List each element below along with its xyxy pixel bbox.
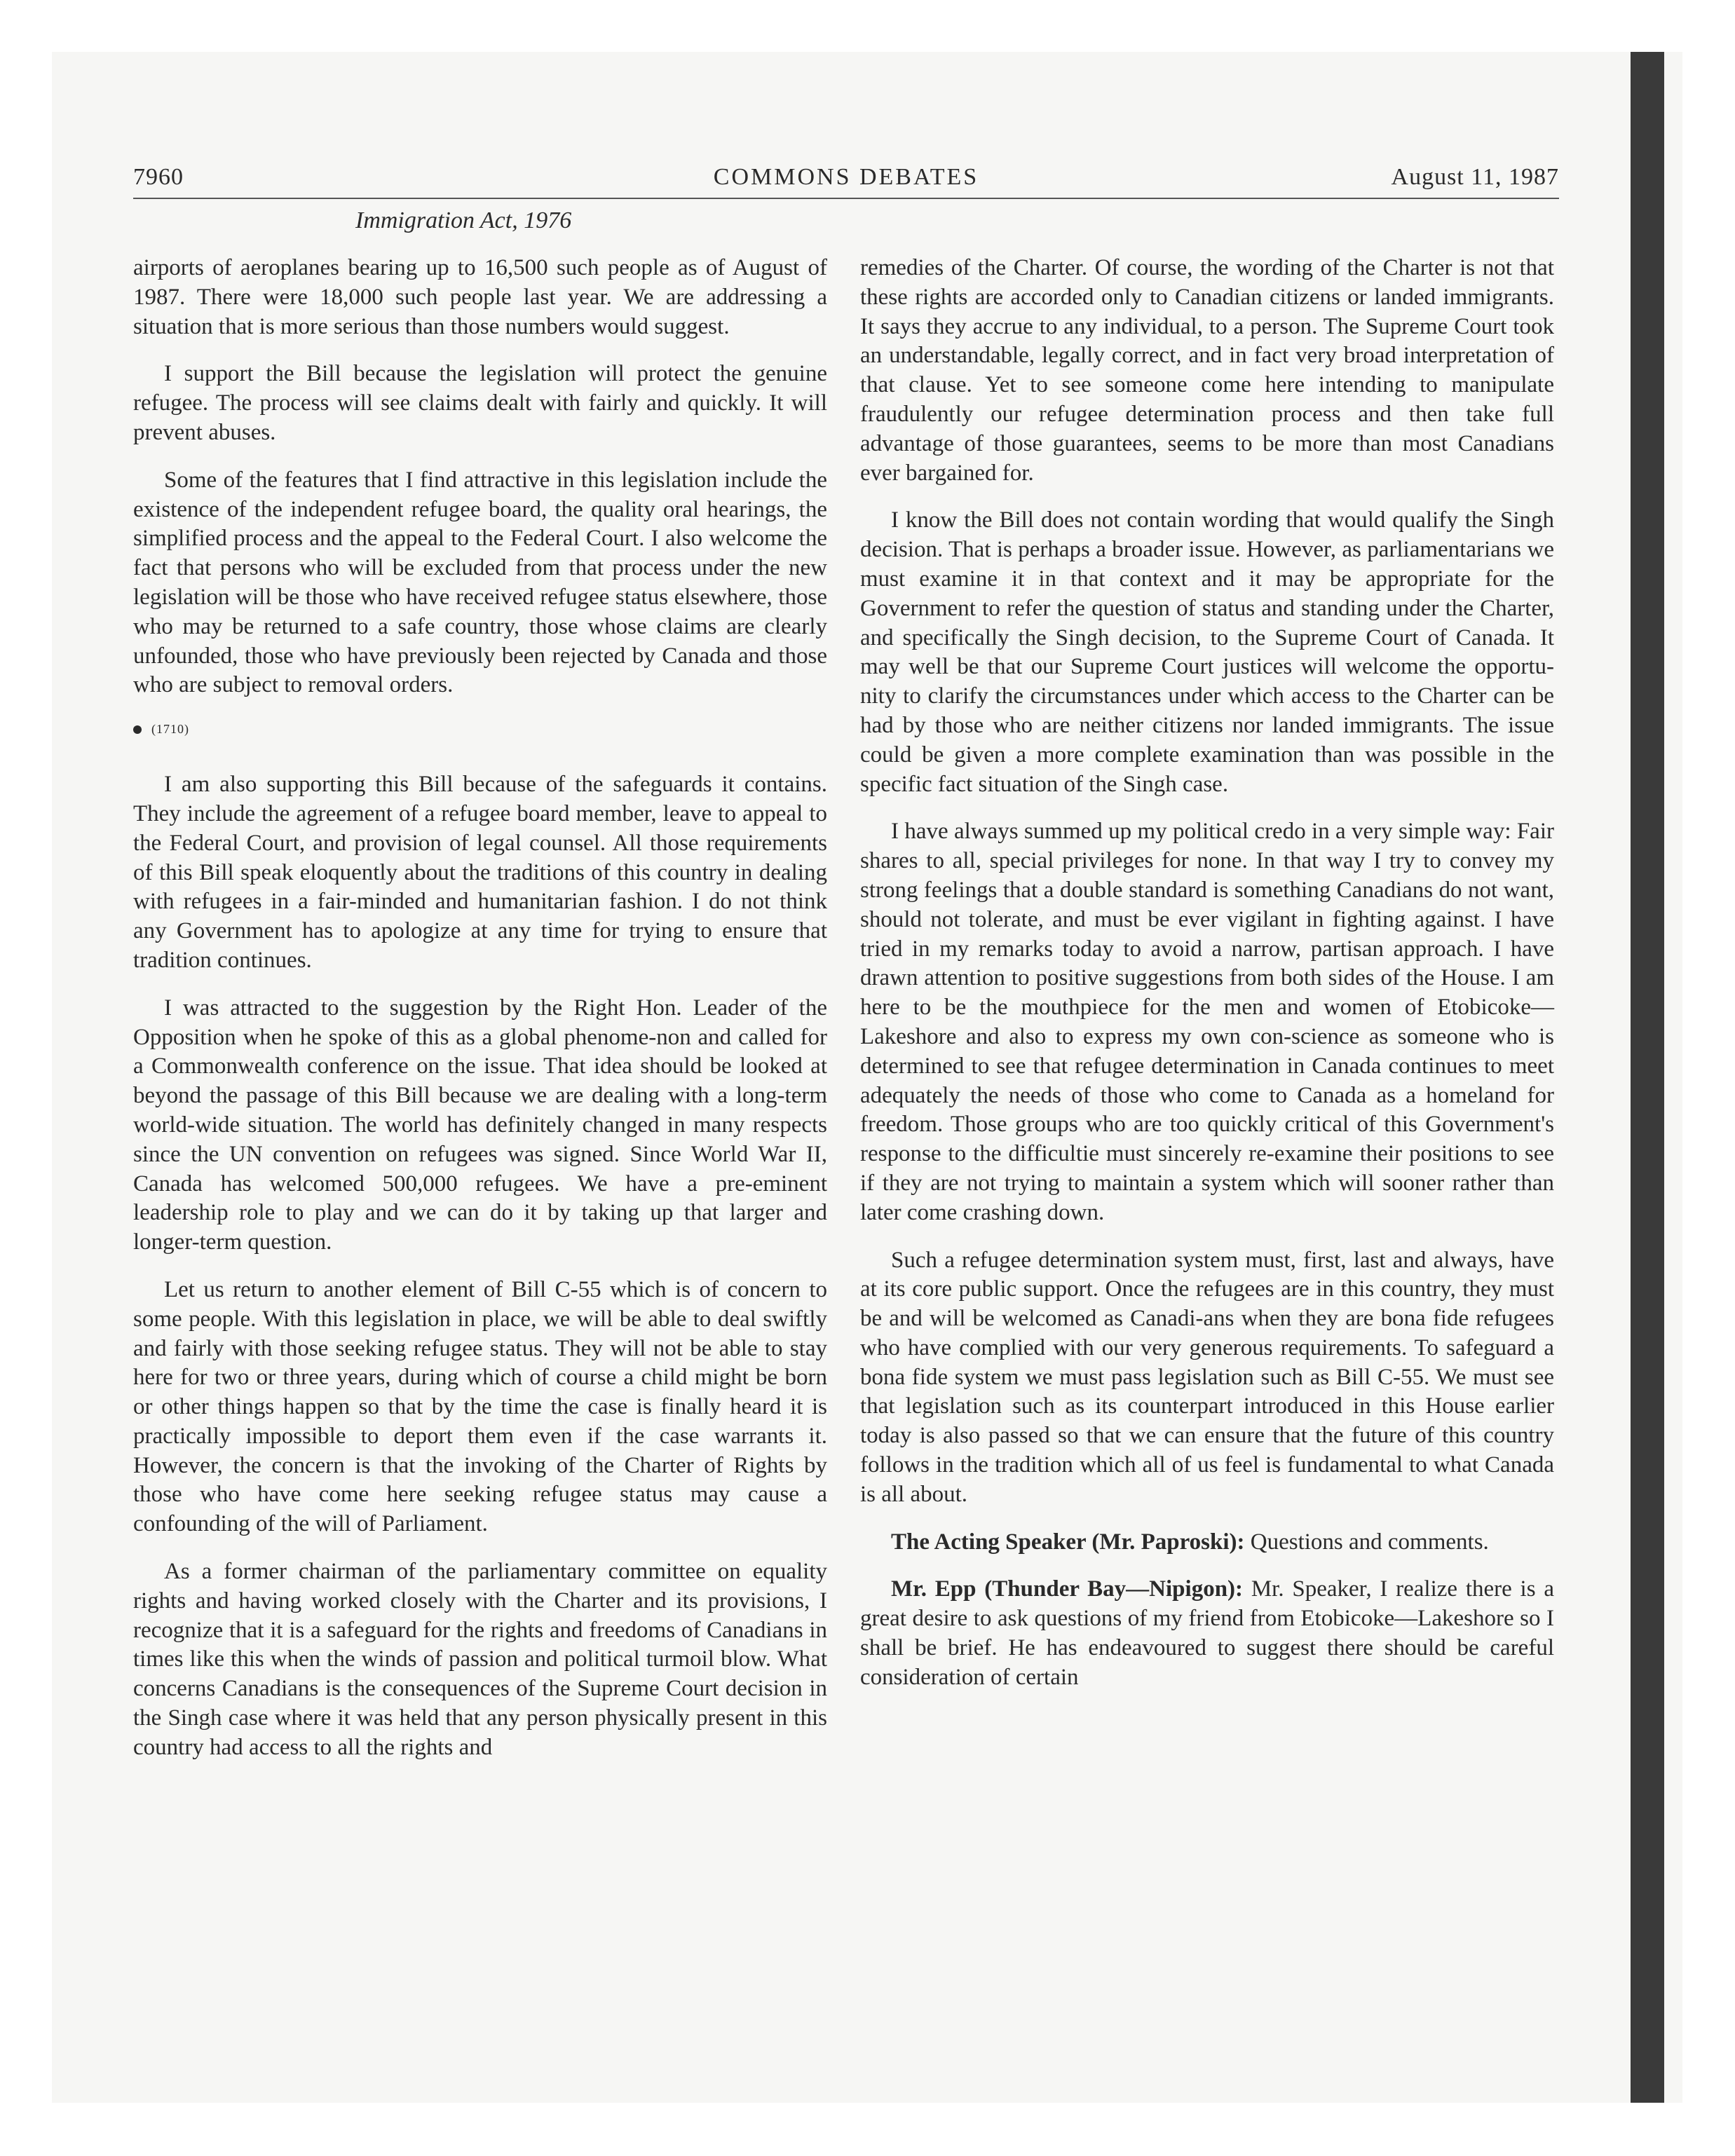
speaker-paragraph — [860, 1528, 1554, 1557]
paragraph: I have always summed up my political credo in a very simple way: Fair shares to all, special privileges for none. In that way I try to convey my strong feelings that a double standard is something Canadians do not want, should not tolerate, and must be ever vigilant in fighting against. I have tried in my remarks today to avoid a narrow, partisan approach. I have drawn attention to positive suggestions from both sides of the House. I am here to be the mouthpiece for the men and women of Etobicoke—Lakeshore and also to express my own con-science as someone who is determined to see that refugee determination in Canada continues to meet adequately the needs of those who come to Canada as a homeland for freedom. Those groups who are too quickly critical of this Government's response to the difficultie must sincerely re-examine their positions to see if they are not trying to maintain a system which will sooner rather than later come crashing down. — [860, 819, 1554, 1225]
timestamp-marker — [133, 718, 827, 739]
running-header — [133, 156, 1559, 199]
speech-text: Mr. Speaker, I realize there is a great desire to ask questions of my friend from Etobicoke—Lakeshore so I shall be brief. He has endeavoured to suggest there should be careful consideration of certain — [860, 1576, 1554, 1690]
paragraph: I was attracted to the suggestion by the Right Hon. Leader of the Opposition when he spoke of this as a global phenome-non and called for a Commonwealth conference on the issue. That idea should be looked at beyond the passage of this Bill because we are dealing with a long-term world-wide situation. The world has definitely changed in many respects since the UN convention on refugees was signed. Since World War II, Canada has welcomed 500,000 refugees. We have a pre-eminent leadership role to play and we can do it by taking up that larger and longer-term question. — [133, 995, 827, 1255]
paragraph: As a former chairman of the parliamentary committee on equality rights and having worked closely with the Charter and its provisions, I recognize that it is a safeguard for the rights and freedoms of Canadians in times like this when the winds of passion and political turmoil blow. What concerns Canadians is the consequences of the Supreme Court decision in the Singh case where it was held that any person physically present in this country had access to all the rights and — [133, 1559, 827, 1760]
paragraph: Let us return to another element of Bill C-55 which is of concern to some people. With this legislation in place, we will be able to deal swiftly and fairly with those seeking refugee status. They will not be able to stay here for two or three years, during which of course a child might be born or other things happen so that by the time the case is finally heard it is practically impossible to deport them even if the case warrants it. However, the concern is that the invoking of the Charter of Rights by those who have come here seeking refugee status may cause a confounding of the will of Parliament. — [133, 1276, 827, 1537]
left-column — [133, 254, 827, 1781]
paragraph: Some of the features that I find attractive in this legislation include the existence of the independent refugee board, the quality oral hearings, the simplified process and the appeal to the Federal Court. I also welcome the fact that persons who will be excluded from that process under the new legislation will be those who have received refugee status elsewhere, those who may be returned to a safe country, those whose claims are clearly unfounded, those who have previously been rejected by Canada and those who are subject to removal orders. — [133, 467, 827, 698]
scan-border-edge — [1631, 52, 1664, 2103]
timestamp-text: (1710) — [151, 722, 189, 737]
page-number: 7960 — [133, 164, 184, 190]
speaker-name: The Acting Speaker (Mr. Paproski): — [891, 1529, 1245, 1555]
speaker-name: Mr. Epp (Thunder Bay—Nipigon): — [891, 1576, 1244, 1602]
speaker-paragraph — [860, 1575, 1554, 1692]
paragraph: I am also supporting this Bill because of the safeguards it contains. They include the agreement of a refugee board member, leave to appeal to the Federal Court, and provision of legal counsel. All those requirements of this Bill speak eloquently about the traditions of this country in dealing with refugees in a fair-minded and humanitarian fashion. I do not think any Government has to apologize at any time for trying to ensure that tradition continues. — [133, 772, 827, 973]
paragraph: airports of aeroplanes bearing up to 16,500 such people as of August of 1987. There were 18,000 such people last year. We are addressing a situation that is more serious than those numbers would suggest. — [133, 255, 827, 339]
speech-text: Questions and comments. — [1244, 1529, 1489, 1555]
right-column — [860, 254, 1554, 1711]
paragraph: remedies of the Charter. Of course, the wording of the Charter is not that these rights are accorded only to Canadian citizens or landed immigrants. It says they accrue to any individual, to a person. The Supreme Court took an understandable, legally correct, and in fact very broad interpretation of that clause. Yet to see someone come here intending to manipulate fraudulently our refugee determination process and then take full advantage of those guarantees, seems to be more than most Canadians ever bargained for. — [860, 255, 1554, 486]
paragraph: Such a refugee determination system must, first, last and always, have at its core public support. Once the refugees are in this country, they must be and will be welcomed as Canadi-ans when they are bona fide refugees who have complied with our very generous requirements. To safeguard a bona fide system we must pass legislation such as Bill C-55. We must see that legislation such as its counterpart introduced in this House earlier today is also passed so that we can ensure that the future of this country follows in the tradition which all of us feel is fundamental to what Canada is all about. — [860, 1247, 1554, 1507]
paragraph: I know the Bill does not contain wording that would qualify the Singh decision. That is perhaps a broader issue. However, as parliamentarians we must examine it in that context and it may be appropriate for the Government to refer the question of status and standing under the Charter, and specifically the Singh decision, to the Supreme Court of Canada. It may well be that our Supreme Court justices will welcome the opportu-nity to clarify the circumstances under which access to the Charter can be had by those who are neither citizens nor landed immigrants. The issue could be given a more complete examination than was possible in the specific fact situation of the Singh case. — [860, 507, 1554, 797]
issue-date: August 11, 1987 — [1391, 164, 1559, 190]
section-subheading: Immigration Act, 1976 — [355, 207, 572, 233]
bullet-icon — [133, 725, 142, 734]
publication-title: COMMONS DEBATES — [713, 164, 979, 190]
paragraph: I support the Bill because the legislation will protect the genuine refugee. The process will see claims dealt with fairly and quickly. It will prevent abuses. — [133, 361, 827, 445]
